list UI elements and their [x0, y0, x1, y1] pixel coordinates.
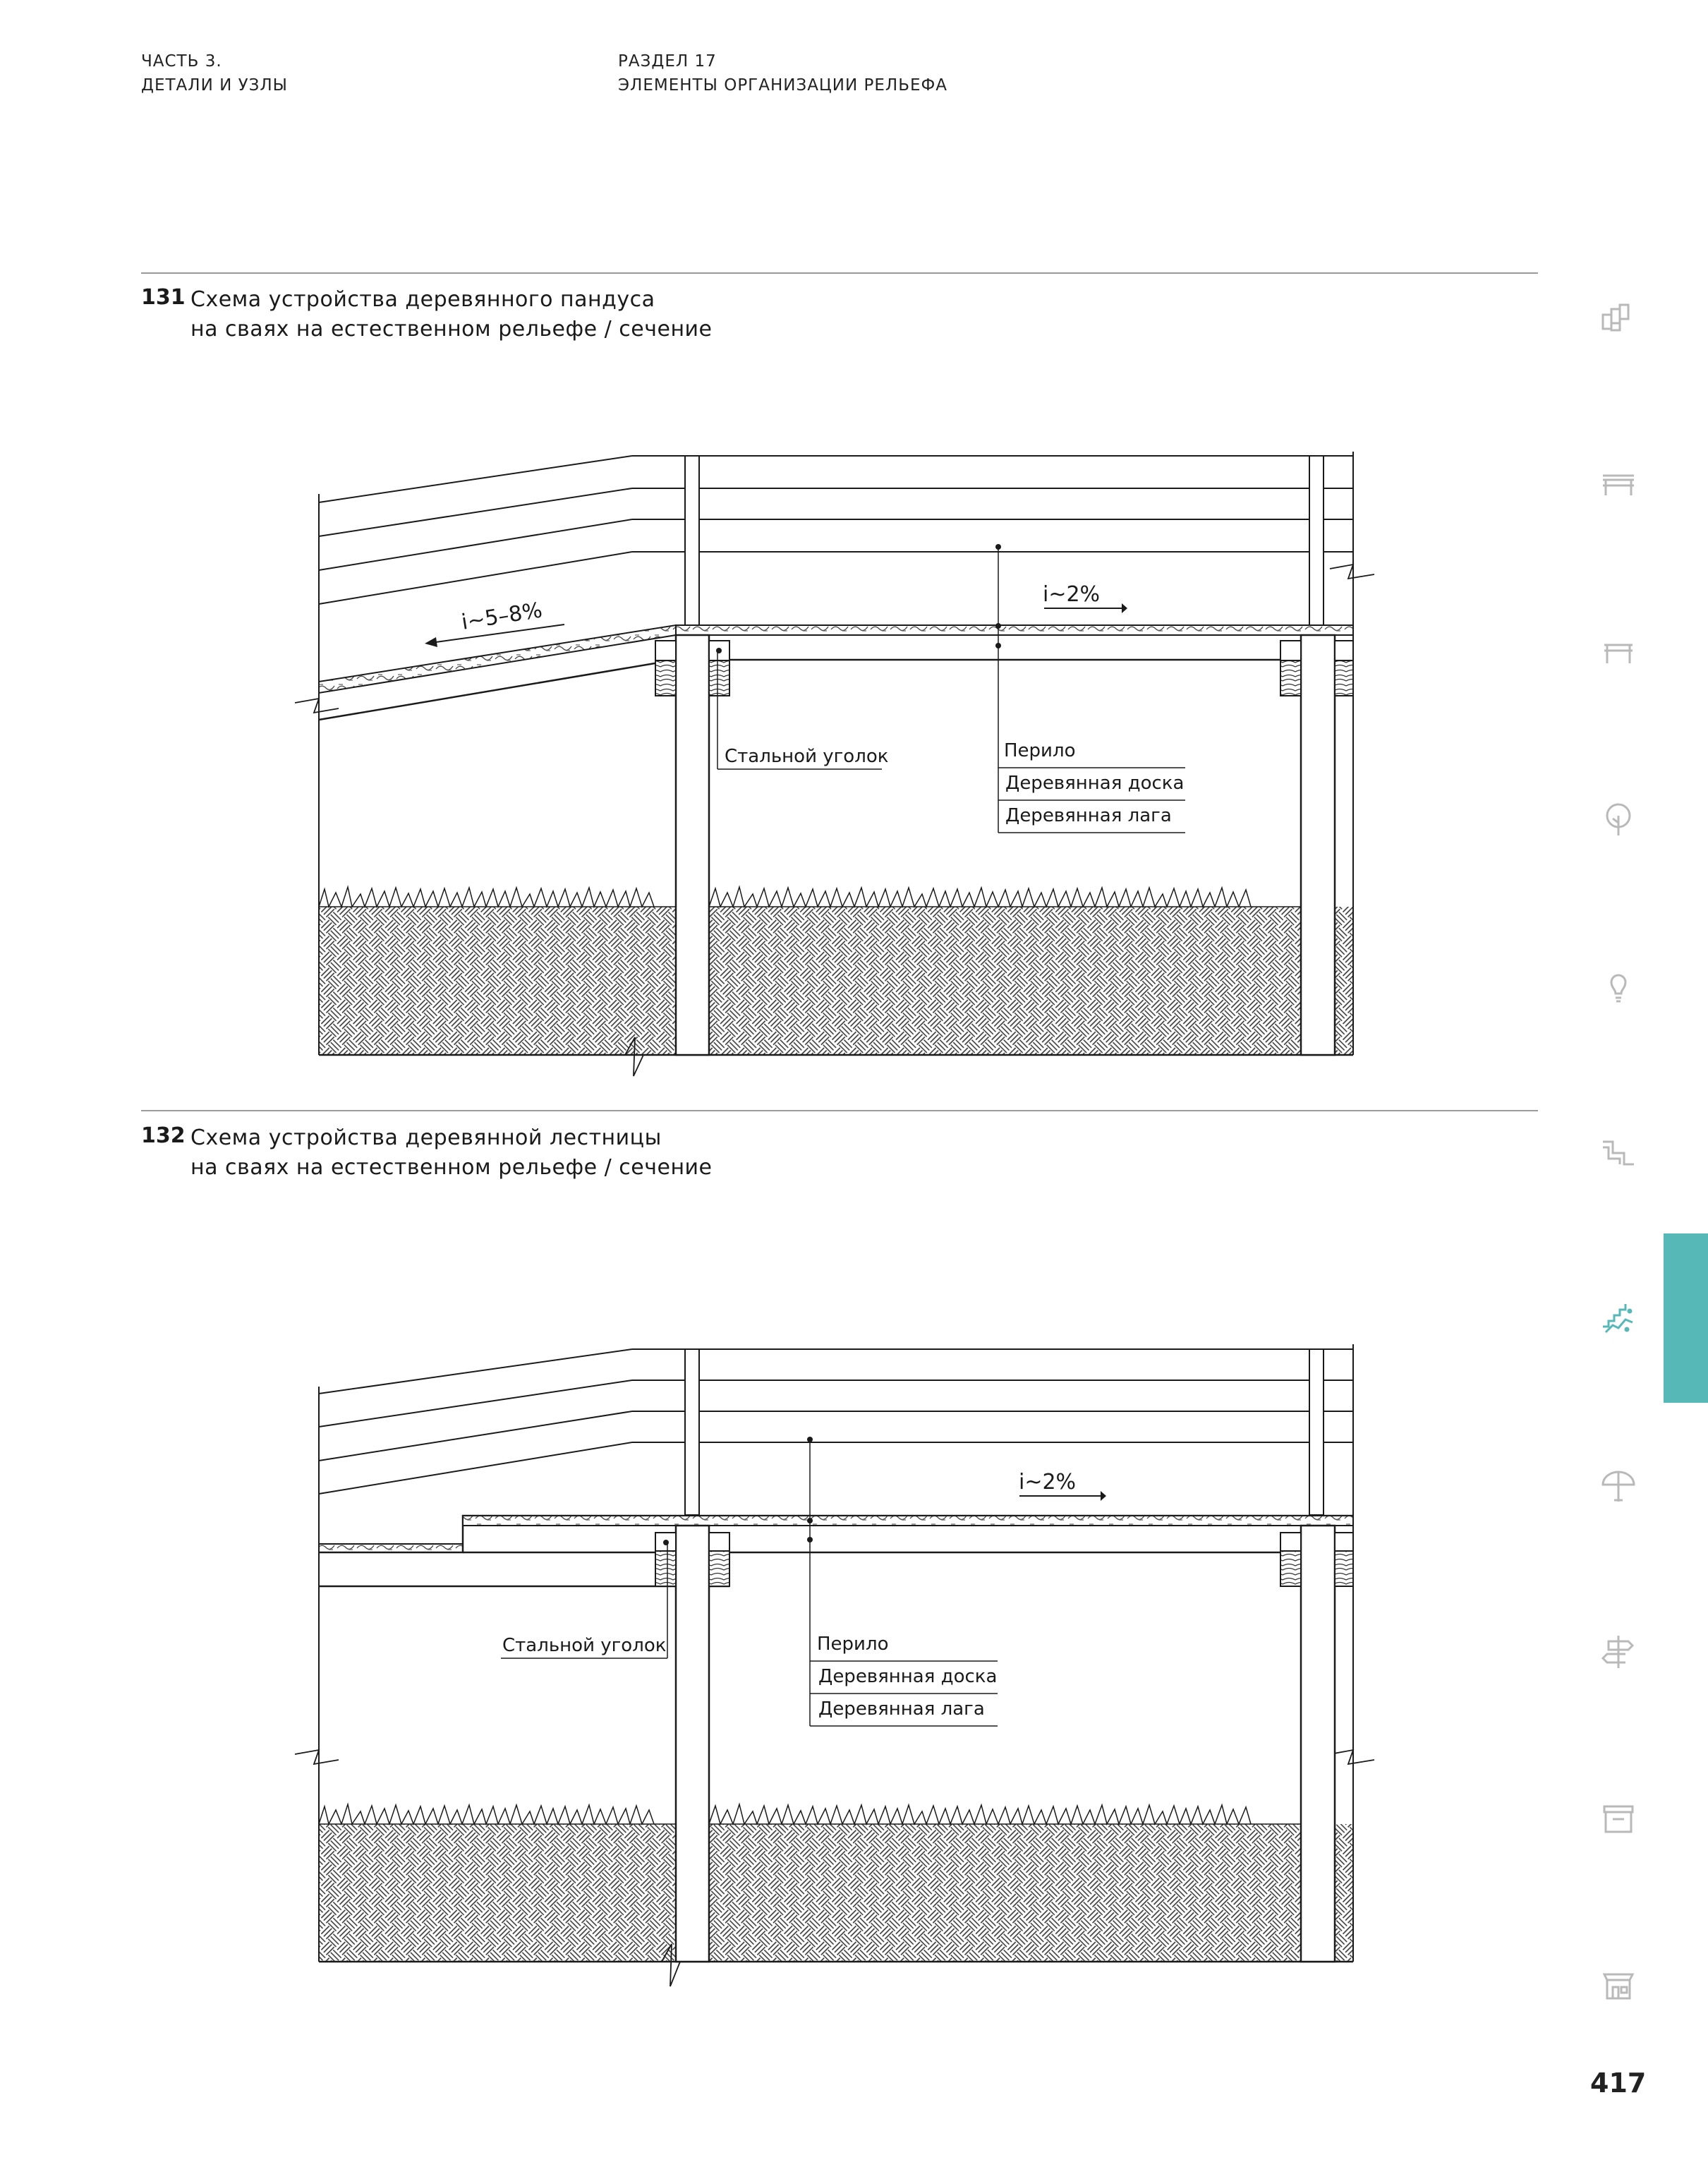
fig131-label-angle: Стальной уголок — [725, 746, 889, 767]
terrain-icon[interactable] — [1599, 1298, 1638, 1338]
figure-132-labels — [502, 1470, 1076, 1720]
grass-132 — [319, 1804, 654, 1824]
fig132-label-angle: Стальной уголок — [502, 1635, 667, 1656]
bin-icon[interactable] — [1599, 1798, 1638, 1837]
page-number: 417 — [1590, 2068, 1647, 2099]
grass-131-mid — [709, 887, 1251, 907]
fig131-slope-ramp: i~5–8% — [459, 598, 544, 635]
fig132-label-rail: Перило — [817, 1634, 889, 1655]
fig131-label-board: Деревянная доска — [1005, 773, 1185, 794]
section-line-2: ЭЛЕМЕНТЫ ОРГАНИЗАЦИИ РЕЛЬЕФА — [618, 76, 948, 95]
fig131-label-rail: Перило — [1004, 740, 1076, 761]
figure-131-title-line-2: на сваях на естественном рельефе / сечение — [190, 317, 713, 342]
figure-132-number: 132 — [141, 1123, 186, 1148]
soil-right-132 — [1335, 1824, 1353, 1962]
grass-131 — [319, 887, 654, 907]
bench-icon[interactable] — [1599, 466, 1638, 505]
fig131-label-joist: Деревянная лага — [1005, 805, 1172, 826]
figure-132-title-line-2: на сваях на естественном рельефе / сечение — [190, 1155, 713, 1180]
figure-131-title-line-1: Схема устройства деревянного пандуса — [190, 287, 655, 312]
fig132-slope-deck: i~2% — [1019, 1470, 1077, 1495]
signpost-icon[interactable] — [1599, 1631, 1638, 1671]
table-icon[interactable] — [1599, 632, 1638, 672]
soil-middle-132 — [709, 1824, 1301, 1962]
section-line-1: РАЗДЕЛ 17 — [618, 52, 717, 71]
part-line-2: ДЕТАЛИ И УЗЛЫ — [141, 76, 288, 95]
fig132-label-joist: Деревянная лага — [818, 1698, 985, 1720]
soil-right — [1335, 907, 1353, 1055]
grass-132-mid — [709, 1804, 1251, 1824]
figure-132-drawing — [295, 1344, 1374, 1986]
lamp-icon[interactable] — [1599, 965, 1638, 1005]
pipe-icon[interactable] — [1599, 1132, 1638, 1171]
part-line-1: ЧАСТЬ 3. — [141, 52, 222, 71]
soil-left — [319, 907, 676, 1055]
section-tab[interactable] — [1664, 1233, 1708, 1403]
fig132-label-board: Деревянная доска — [818, 1666, 998, 1687]
tree-icon[interactable] — [1599, 799, 1638, 838]
figure-131-labels — [460, 582, 1185, 826]
kiosk-icon[interactable] — [1599, 1964, 1638, 2004]
figure-131-number: 131 — [141, 285, 186, 310]
fig131-slope-deck: i~2% — [1043, 582, 1101, 607]
soil-left-132 — [319, 1824, 676, 1962]
umbrella-icon[interactable] — [1599, 1465, 1638, 1504]
soil-middle — [709, 907, 1301, 1055]
figure-132-title-line-1: Схема устройства деревянной лестницы — [190, 1125, 662, 1150]
paving-icon[interactable] — [1599, 299, 1638, 339]
